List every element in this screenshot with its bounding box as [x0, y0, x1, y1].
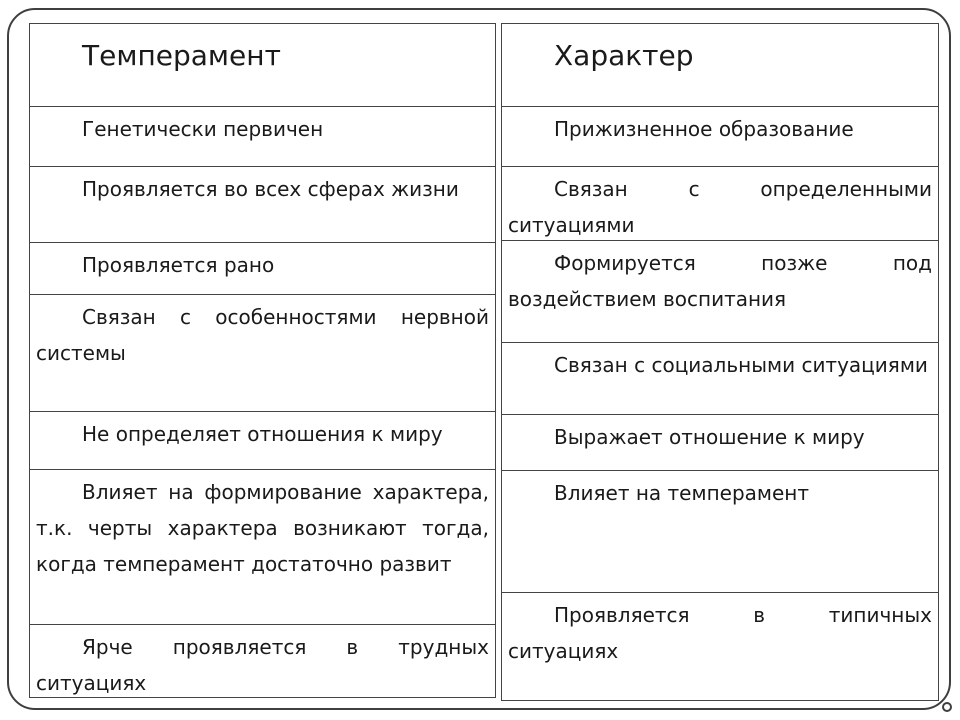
slide-corner-dot [942, 702, 952, 712]
temperament-header: Темперамент [82, 39, 281, 72]
character-table [501, 23, 939, 701]
temperament-row-1: Генетически первичен [82, 117, 324, 141]
table-row [502, 592, 938, 702]
table-row [30, 106, 495, 166]
temperament-header-row [30, 24, 495, 106]
table-row [30, 624, 495, 699]
character-row-2: Связан с определенными ситуациями [508, 177, 932, 237]
table-row [502, 240, 938, 342]
temperament-row-6: Влияет на формирование характера, т.к. черты характера возникают тогда, когда темперамент достаточно развит [36, 480, 489, 576]
character-header-row [502, 24, 938, 106]
table-row [502, 166, 938, 240]
table-row [30, 294, 495, 411]
table-row [30, 469, 495, 624]
table-row [30, 411, 495, 469]
character-row-5: Выражает отношение к миру [554, 425, 865, 449]
table-row [30, 166, 495, 242]
table-row [502, 342, 938, 414]
table-row [502, 470, 938, 592]
temperament-row-3: Проявляется рано [82, 253, 275, 277]
temperament-row-2: Проявляется во всех сферах жизни [82, 177, 459, 201]
character-row-3: Формируется позже под воздействием воспитания [508, 251, 932, 311]
character-row-1: Прижизненное образование [554, 117, 854, 141]
table-row [502, 414, 938, 470]
temperament-table [29, 23, 496, 698]
temperament-row-4: Связан с особенностями нервной системы [36, 305, 489, 365]
table-row [502, 106, 938, 166]
character-row-4: Связан с социальными ситуациями [554, 353, 928, 377]
character-row-6: Влияет на темперамент [554, 481, 810, 505]
temperament-row-5: Не определяет отношения к миру [82, 422, 443, 446]
character-row-7: Проявляется в типичных ситуациях [508, 603, 932, 663]
table-row [30, 242, 495, 294]
temperament-row-7: Ярче проявляется в трудных ситуациях [36, 635, 489, 695]
character-header: Характер [554, 39, 694, 72]
